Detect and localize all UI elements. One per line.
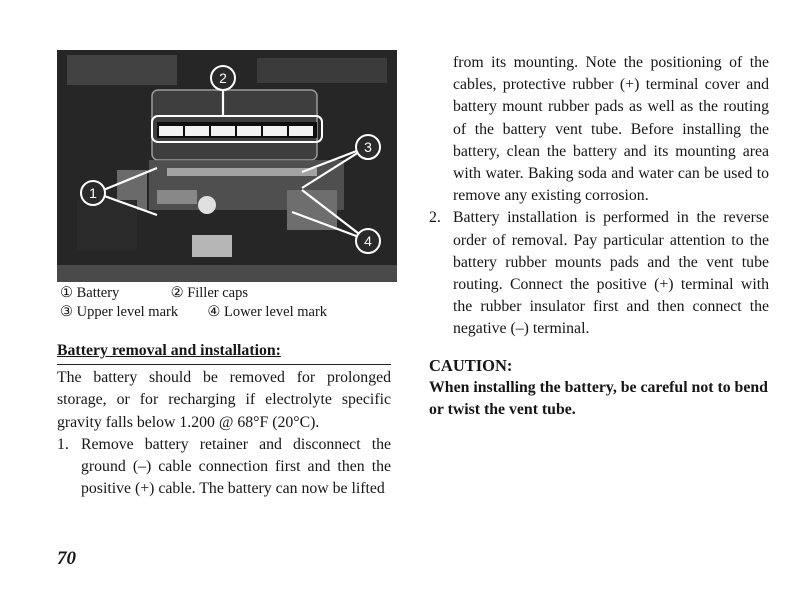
right-column [429, 52, 769, 421]
caution-text: When installing the battery, be careful not to bend or twist the vent tube. [429, 378, 768, 419]
legend-marker: ② [170, 285, 184, 301]
legend-label: Lower level mark [223, 304, 328, 320]
callout-2-label: 2 [219, 70, 227, 86]
list-item [57, 434, 391, 501]
legend-marker: ③ [60, 304, 73, 320]
steps-list [57, 434, 391, 501]
callout-3-label: 3 [364, 139, 372, 155]
steps-list [429, 207, 769, 340]
legend-row [60, 284, 405, 303]
legend-marker: ④ [207, 304, 221, 320]
intro-paragraph: The battery should be removed for prolonged storage, or for recharging if electrolyte specific gravity falls below 1.200 @ 68°F (20°C). [57, 364, 391, 434]
step-text: Remove battery retainer and disconnect the ground (–) cable connection first and then the positive (+) cable. The battery can now be lifted [81, 435, 391, 498]
figure-legend [60, 284, 405, 322]
step-number: 2. [429, 209, 441, 227]
page-number: 70 [57, 548, 76, 569]
caution-title: CAUTION: [429, 355, 513, 375]
legend-row [60, 303, 405, 322]
battery-photo [57, 50, 397, 282]
legend-marker: ① [60, 285, 73, 301]
callout-1-label: 1 [89, 185, 97, 201]
callout-4-label: 4 [364, 233, 372, 249]
legend-label: Filler caps [187, 285, 248, 301]
section-heading: Battery removal and installation: [57, 342, 281, 359]
step-text: Battery installation is performed in the reverse order of removal. Pay particular attention to the battery rubber mounts pads and the vent tube routing. Connect the positive (+) terminal with the rubber insulator first and then connect the negative (–) terminal. [453, 209, 769, 338]
step-number: 1. [57, 435, 69, 453]
step-continuation: from its mounting. Note the positioning of the cables, protective rubber (+) terminal cover and battery mount rubber pads as well as the routing of the battery vent tube. Before installing the battery, clean the battery and its mounting area with water. Baking soda and water can be used to remove any existing corrosion. [453, 54, 769, 205]
left-column [57, 340, 391, 500]
legend-label: Upper level mark [76, 304, 179, 320]
legend-label: Battery [76, 285, 120, 301]
list-item [429, 207, 769, 340]
